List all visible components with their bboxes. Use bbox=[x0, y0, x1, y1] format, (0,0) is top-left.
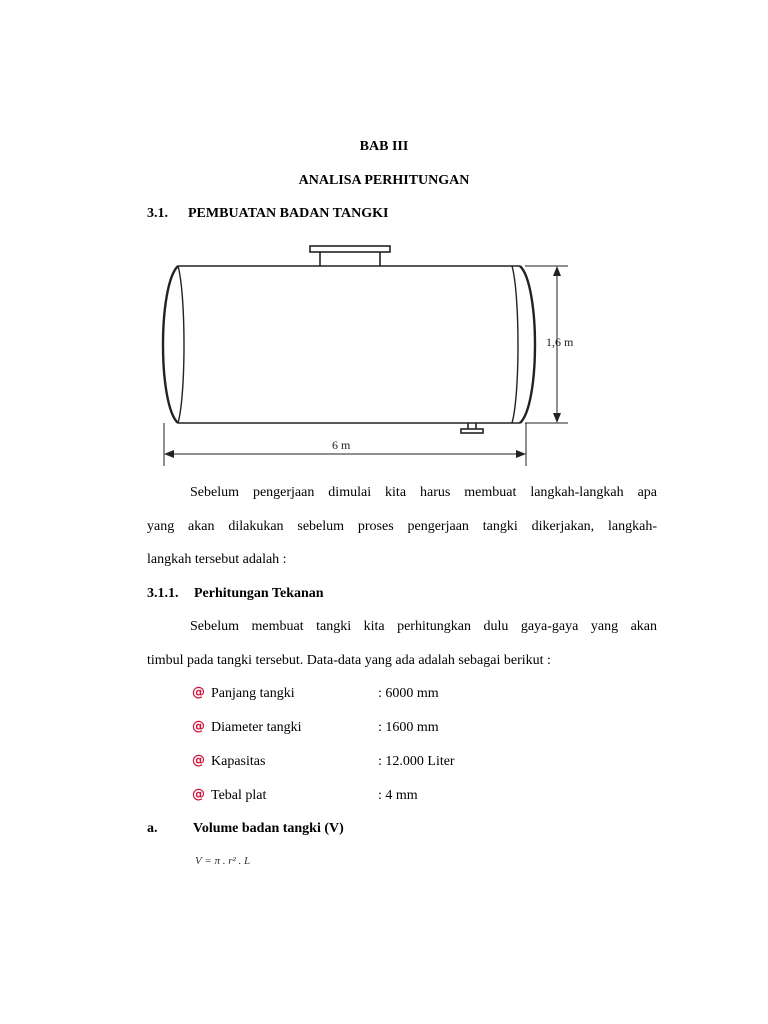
bullet-icon: @ bbox=[192, 719, 205, 734]
right-head-outer bbox=[520, 266, 535, 423]
chapter-title: ANALISA PERHITUNGAN bbox=[298, 173, 470, 188]
subsection-title: Perhitungan Tekanan bbox=[194, 586, 324, 601]
bottom-nozzle-flange bbox=[461, 429, 483, 433]
volume-formula: V = π . r² . L bbox=[195, 855, 251, 867]
length-label: 6 m bbox=[332, 438, 351, 452]
bullet-icon: @ bbox=[192, 787, 205, 802]
sub-line-2: timbul pada tangki tersebut. Data-data yang ada adalah sebagai berikut : bbox=[147, 653, 551, 668]
bullet-icon: @ bbox=[192, 753, 205, 768]
intro-line-3: langkah tersebut adalah : bbox=[147, 552, 287, 567]
top-manhole-flange bbox=[310, 246, 390, 252]
right-head-inner bbox=[512, 266, 518, 423]
spec-label: Diameter tangki bbox=[211, 720, 302, 735]
spec-label: Panjang tangki bbox=[211, 686, 295, 701]
length-arrow-right bbox=[516, 450, 526, 458]
spec-value: : 6000 mm bbox=[378, 686, 439, 701]
length-arrow-left bbox=[164, 450, 174, 458]
section-title: PEMBUATAN BADAN TANGKI bbox=[188, 206, 389, 221]
left-head-outer bbox=[163, 266, 178, 423]
spec-value: : 1600 mm bbox=[378, 720, 439, 735]
sub-line-1: Sebelum membuat tangki kita perhitungkan dulu gaya-gaya yang akan bbox=[190, 619, 657, 634]
spec-value: : 4 mm bbox=[378, 788, 418, 803]
height-label: 1,6 m bbox=[546, 335, 574, 349]
intro-line-1: Sebelum pengerjaan dimulai kita harus membuat langkah-langkah apa bbox=[190, 485, 657, 500]
item-a-letter: a. bbox=[147, 821, 158, 836]
spec-value: : 12.000 Liter bbox=[378, 754, 455, 769]
tank-diagram bbox=[140, 240, 590, 470]
height-arrow-top bbox=[553, 266, 561, 276]
intro-line-2: yang akan dilakukan sebelum proses pengerjaan tangki dikerjakan, langkah- bbox=[147, 519, 657, 534]
subsection-number: 3.1.1. bbox=[147, 586, 179, 601]
bullet-icon: @ bbox=[192, 685, 205, 700]
height-arrow-bottom bbox=[553, 413, 561, 423]
item-a-title: Volume badan tangki (V) bbox=[193, 821, 344, 836]
chapter-number: BAB III bbox=[359, 139, 409, 154]
spec-label: Tebal plat bbox=[211, 788, 267, 803]
section-number: 3.1. bbox=[147, 206, 168, 221]
left-head-inner bbox=[178, 266, 184, 423]
spec-label: Kapasitas bbox=[211, 754, 266, 769]
